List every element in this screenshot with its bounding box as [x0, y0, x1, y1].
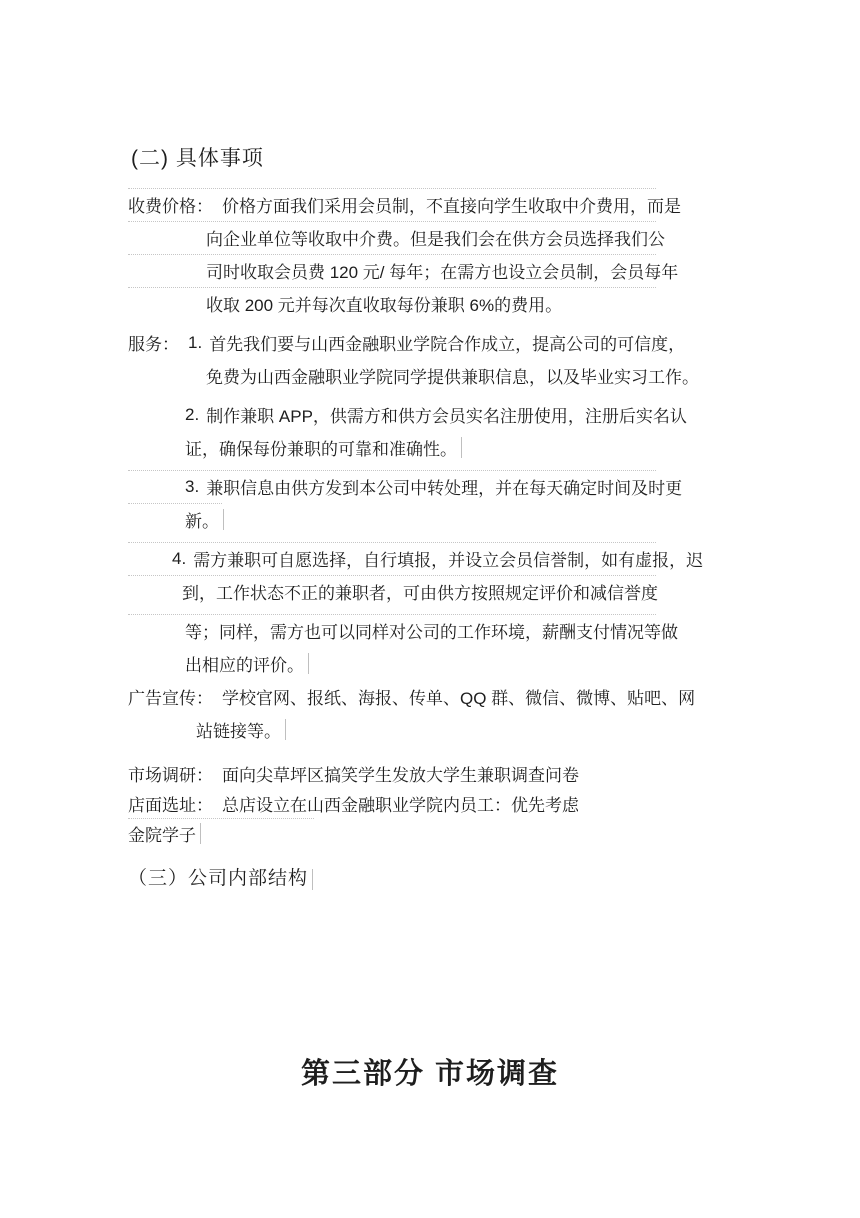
pricing-line-2: [128, 221, 665, 254]
services-label: 服务：: [128, 335, 179, 354]
section-heading-3-text: （三）公司内部结构: [128, 868, 309, 889]
services-item3-line-2: [128, 503, 656, 536]
scan-artifact-tick: [308, 653, 309, 674]
pricing-label: 收费价格：: [128, 197, 213, 216]
services-item4-text-1: 需方兼职可自愿选择，自行填报，并设立会员信誉制，如有虚报，迟: [193, 551, 704, 570]
section-heading-3: [128, 864, 656, 894]
advertising-line-2: [128, 713, 656, 746]
location-line: [128, 788, 656, 818]
services-item2-line-2: [128, 431, 656, 464]
scan-artifact-tick: [461, 437, 462, 458]
pricing-line-1: [128, 188, 681, 221]
services-item4-text-3: 等；同样，需方也可以同样对公司的工作环境，薪酬支付情况等做: [185, 623, 678, 642]
services-item4-line-1: [128, 542, 704, 575]
services-item2-number: 2.: [185, 404, 200, 424]
part3-heading: 第三部分 市场调查: [300, 1058, 560, 1090]
pricing-text-2: 向企业单位等收取中介费。但是我们会在供方会员选择我们公: [206, 230, 665, 249]
services-item1-line-1: [128, 326, 686, 359]
location-cont-text: 金院学子: [128, 825, 196, 845]
scan-artifact-tick: [223, 509, 224, 530]
services-item3-text-2: 新。: [185, 512, 219, 531]
services-item4-text-4: 出相应的评价。: [185, 656, 304, 675]
location-cont-line: [128, 818, 656, 848]
advertising-label: 广告宣传：: [128, 689, 213, 708]
services-item4-text-2: 到，工作状态不正的兼职者，可由供方按照规定评价和减信誉度: [182, 584, 658, 603]
section-heading-2: (二) 具体事项: [131, 147, 264, 170]
pricing-text-4: 收取 200 元并每次直收取每份兼职 6%的费用。: [206, 296, 563, 315]
services-item1-text-1: 首先我们要与山西金融职业学院合作成立，提高公司的可信度，: [209, 335, 686, 354]
scan-artifact-tick: [200, 823, 201, 844]
services-item3-line-1: [128, 470, 683, 503]
services-item2-text-1: 制作兼职 APP，供需方和供方会员实名注册使用，注册后实名认: [206, 407, 687, 426]
location-label: 店面选址：: [128, 795, 213, 815]
research-line: [128, 758, 656, 788]
services-item3-text-1: 兼职信息由供方发到本公司中转处理，并在每天确定时间及时更: [206, 479, 683, 498]
services-item1-text-2: 免费为山西金融职业学院同学提供兼职信息，以及毕业实习工作。: [206, 368, 699, 387]
pricing-line-3: [128, 254, 679, 287]
services-item4-line-4: [128, 647, 656, 680]
services-item4-line-3: [128, 614, 678, 647]
services-item2-line-1: [128, 398, 687, 431]
advertising-text-1: 学校官网、报纸、海报、传单、QQ 群、微信、微博、贴吧、网: [222, 689, 696, 708]
services-item4-number: 4.: [172, 548, 187, 568]
location-text: 总店设立在山西金融职业学院内员工：优先考虑: [222, 795, 579, 815]
pricing-line-4: [128, 287, 656, 320]
pricing-text-1: 价格方面我们采用会员制，不直接向学生收取中介费用，而是: [222, 197, 681, 216]
services-item1-number: 1.: [188, 332, 203, 352]
services-item1-line-2: [128, 359, 699, 392]
advertising-text-2: 站链接等。: [196, 722, 281, 741]
services-item3-number: 3.: [185, 476, 200, 496]
advertising-line-1: [128, 680, 696, 713]
scan-artifact-tick: [285, 719, 286, 740]
research-label: 市场调研：: [128, 765, 213, 785]
services-item4-line-2: [128, 575, 656, 608]
pricing-text-3: 司时收取会员费 120 元/ 每年；在需方也设立会员制，会员每年: [206, 263, 679, 282]
research-text: 面向尖草坪区搞笑学生发放大学生兼职调查问卷: [222, 765, 579, 785]
scan-artifact-tick: [312, 869, 313, 890]
services-item2-text-2: 证，确保每份兼职的可靠和准确性。: [185, 440, 457, 459]
